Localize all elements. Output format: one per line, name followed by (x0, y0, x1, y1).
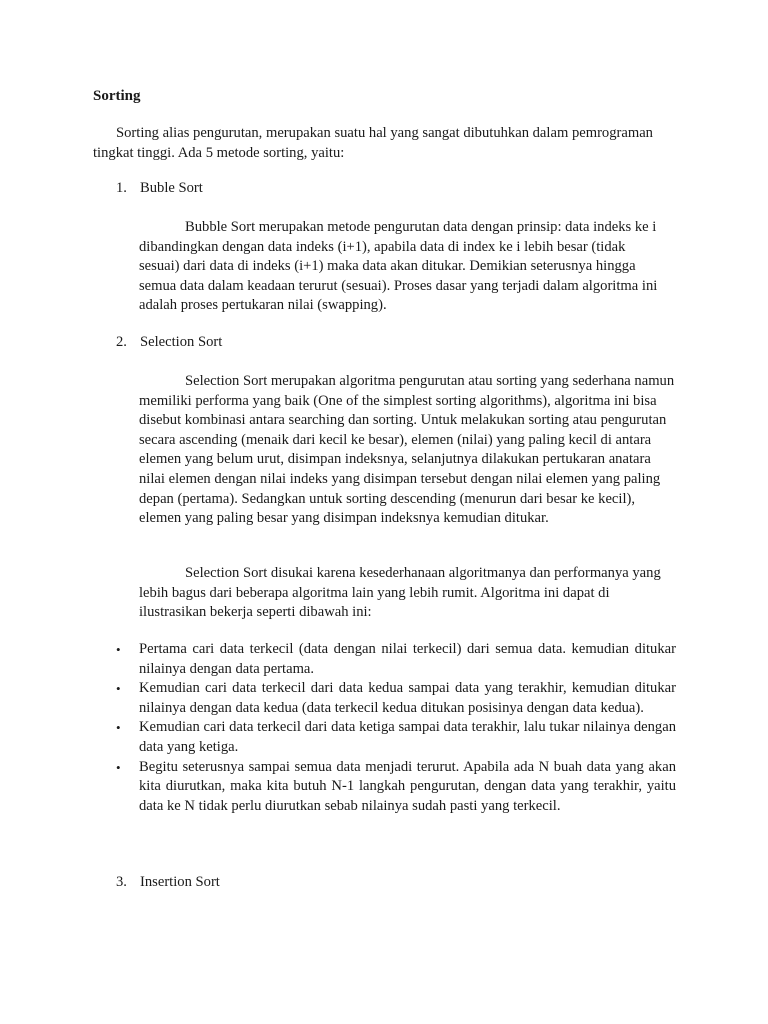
bullet-icon: • (116, 681, 121, 697)
bullet-icon: • (116, 642, 121, 657)
section-3-number: 3. (116, 874, 127, 890)
section-2-number: 2. (116, 334, 127, 350)
bullet-icon: • (116, 759, 121, 775)
list-item (116, 758, 676, 817)
list-item-text: Pertama cari data terkecil (data dengan nilai terkecil) dari semua data. kemudian ditukar nilainya dengan data pertama. (139, 641, 676, 677)
section-1-title: Buble Sort (140, 180, 203, 196)
list-item-text: Kemudian cari data terkecil dari data ketiga sampai data terakhir, lalu tukar nilainya dengan data yang ketiga. (139, 719, 676, 755)
list-item (116, 679, 676, 718)
selection-sort-paragraph-1: Selection Sort merupakan algoritma pengurutan atau sorting yang sederhana namun memiliki performa yang baik (One of the simplest sorting algorithms), algoritma ini bisa disebut kombinasi antara searching dan sorting. Untuk melakukan sorting atau pengurutan secara ascending (menaik dari kecil ke besar), elemen (nilai) yang paling kecil di antara elemen yang belum urut, disimpan indeksnya, selanjutnya dilakukan pertukaran anatara nilai elemen dengan nilai indeks yang disimpan tersebut dengan nilai elemen yang paling depan (pertama). Sedangkan untuk sorting descending (menurun dari besar ke kecil), elemen yang paling besar yang disimpan indeksnya kemudian ditukar. (139, 373, 675, 527)
list-item-text: Kemudian cari data terkecil dari data kedua sampai data yang terakhir, kemudian ditukar nilainya dengan data kedua (data terkecil kedua ditukan posisinya dengan data kedua). (139, 680, 676, 716)
section-1-heading (116, 179, 616, 199)
list-item (116, 718, 676, 757)
section-1-number: 1. (116, 180, 127, 196)
bubble-sort-paragraph: Bubble Sort merupakan metode pengurutan data dengan prinsip: data indeks ke i dibandingkan dengan data indeks (i+1), apabila data di index ke i lebih besar (tidak sesuai) dari data di indeks (i+1) maka data akan ditukar. Demikian seterusnya hingga semua data dalam keadaan terurut (sesuai). Proses dasar yang terjadi dalam algoritma ini adalah proses pertukaran nilai (swapping). (139, 219, 658, 314)
list-item (116, 640, 676, 679)
section-2-heading (116, 333, 616, 353)
selection-steps-list (116, 640, 676, 816)
page-title: Sorting (93, 88, 141, 104)
section-3-title: Insertion Sort (140, 874, 220, 890)
bullet-icon: • (116, 720, 121, 736)
intro-paragraph: Sorting alias pengurutan, merupakan suatu hal yang sangat dibutuhkan dalam pemrograman tingkat tinggi. Ada 5 metode sorting, yaitu: (93, 125, 653, 161)
list-item-text: Begitu seterusnya sampai semua data menjadi terurut. Apabila ada N buah data yang akan kita diurutkan, maka kita butuh N-1 langkah pengurutan, dengan data yang terakhir, yaitu data ke N tidak perlu diurutkan sebab nilainya sudah pasti yang terkecil. (139, 758, 676, 814)
section-2-title: Selection Sort (140, 334, 223, 350)
section-3-heading (116, 873, 616, 893)
selection-sort-paragraph-2: Selection Sort disukai karena kesederhanaan algoritmanya dan performanya yang lebih bagus dari beberapa algoritma lain yang lebih rumit. Algoritma ini dapat di ilustrasikan bekerja seperti dibawah ini: (139, 565, 661, 621)
